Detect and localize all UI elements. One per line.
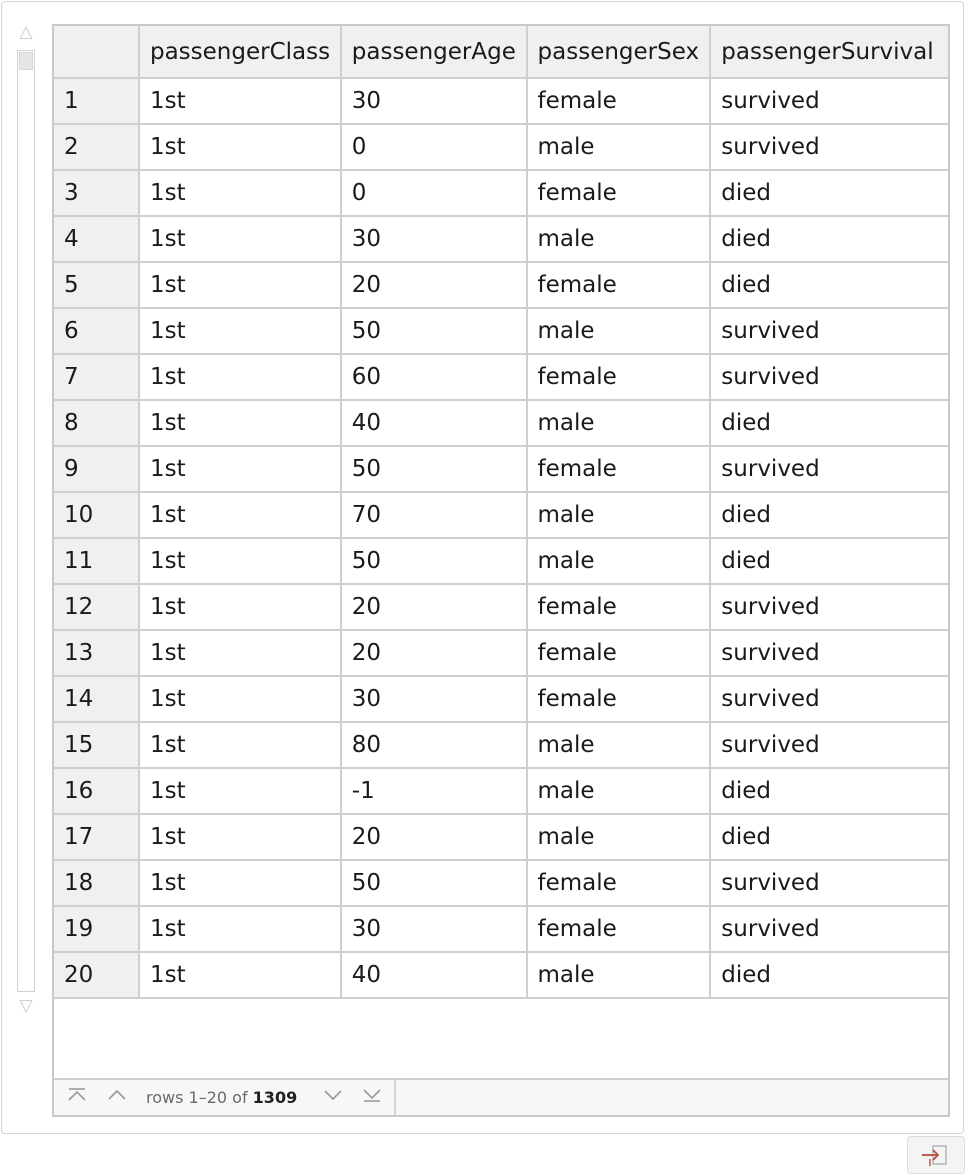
row-index-cell: 8 [54,400,139,446]
passenger-sex-cell: female [527,446,711,492]
passenger-sex-cell: female [527,676,711,722]
first-page-icon[interactable] [64,1086,90,1110]
passenger-class-cell: 1st [139,952,341,998]
row-index-cell: 12 [54,584,139,630]
passenger-sex-cell: female [527,584,711,630]
table-row[interactable] [54,446,948,492]
passenger-age-cell: 50 [341,538,527,584]
table-row[interactable] [54,308,948,354]
column-header-passenger-survival[interactable]: passengerSurvival [710,26,948,78]
passenger-survival-cell: died [710,952,948,998]
column-header-passenger-class[interactable]: passengerClass [139,26,341,78]
table-row[interactable] [54,354,948,400]
passenger-sex-cell: male [527,952,711,998]
row-index-cell: 17 [54,814,139,860]
passenger-sex-cell: male [527,538,711,584]
passenger-class-cell: 1st [139,78,341,124]
table-row[interactable] [54,722,948,768]
passenger-sex-cell: male [527,722,711,768]
passenger-survival-cell: survived [710,676,948,722]
passenger-survival-cell: survived [710,446,948,492]
passenger-survival-cell: survived [710,308,948,354]
passenger-sex-cell: female [527,630,711,676]
passenger-age-cell: 20 [341,584,527,630]
row-index-cell: 1 [54,78,139,124]
table-row[interactable] [54,124,948,170]
passenger-sex-cell: female [527,860,711,906]
passenger-survival-cell: died [710,400,948,446]
passenger-age-cell: 50 [341,308,527,354]
passenger-class-cell: 1st [139,768,341,814]
expand-icon [920,1143,950,1171]
row-index-cell: 14 [54,676,139,722]
passenger-sex-cell: male [527,814,711,860]
row-index-cell: 6 [54,308,139,354]
pagination-bar [54,1078,948,1115]
table-row[interactable] [54,492,948,538]
table-row[interactable] [54,676,948,722]
previous-page-icon[interactable] [104,1086,130,1110]
passenger-sex-cell: female [527,78,711,124]
table-row[interactable] [54,906,948,952]
row-index-cell: 13 [54,630,139,676]
passenger-sex-cell: male [527,492,711,538]
table-row[interactable] [54,768,948,814]
dataset-table [52,24,950,1117]
table-row[interactable] [54,860,948,906]
passenger-age-cell: 20 [341,814,527,860]
row-index-cell: 9 [54,446,139,492]
passenger-sex-cell: male [527,308,711,354]
passenger-survival-cell: survived [710,354,948,400]
passenger-age-cell: 30 [341,78,527,124]
data-grid [54,26,948,999]
row-index-cell: 19 [54,906,139,952]
passenger-class-cell: 1st [139,860,341,906]
passenger-class-cell: 1st [139,584,341,630]
passenger-age-cell: 40 [341,952,527,998]
passenger-class-cell: 1st [139,354,341,400]
passenger-age-cell: 0 [341,124,527,170]
passenger-survival-cell: died [710,814,948,860]
passenger-class-cell: 1st [139,216,341,262]
row-index-cell: 4 [54,216,139,262]
passenger-class-cell: 1st [139,906,341,952]
table-row[interactable] [54,952,948,998]
header-row [54,26,948,78]
passenger-survival-cell: survived [710,124,948,170]
passenger-survival-cell: died [710,262,948,308]
passenger-class-cell: 1st [139,676,341,722]
row-index-cell: 11 [54,538,139,584]
row-index-cell: 10 [54,492,139,538]
last-page-icon[interactable] [359,1086,385,1110]
row-index-cell: 3 [54,170,139,216]
scroll-up-icon[interactable]: △ [19,22,33,42]
passenger-class-cell: 1st [139,722,341,768]
table-row[interactable] [54,170,948,216]
passenger-survival-cell: survived [710,722,948,768]
table-row[interactable] [54,538,948,584]
table-row[interactable] [54,262,948,308]
pagination-controls [54,1080,396,1115]
scrollbar-thumb[interactable] [19,52,33,70]
passenger-sex-cell: male [527,400,711,446]
row-index-cell: 5 [54,262,139,308]
column-header-passenger-age[interactable]: passengerAge [341,26,527,78]
scrollbar-track[interactable] [17,50,35,992]
row-index-cell: 15 [54,722,139,768]
row-index-cell: 2 [54,124,139,170]
table-row[interactable] [54,584,948,630]
passenger-age-cell: 50 [341,446,527,492]
passenger-survival-cell: survived [710,860,948,906]
passenger-sex-cell: female [527,906,711,952]
passenger-survival-cell: died [710,216,948,262]
passenger-sex-cell: female [527,170,711,216]
passenger-age-cell: 0 [341,170,527,216]
vertical-scrollbar[interactable] [14,22,38,1018]
dataset-panel [1,1,964,1134]
row-index-cell: 7 [54,354,139,400]
column-header-passenger-sex[interactable]: passengerSex [527,26,711,78]
passenger-age-cell: 50 [341,860,527,906]
table-row[interactable] [54,216,948,262]
passenger-survival-cell: survived [710,78,948,124]
passenger-age-cell: 30 [341,216,527,262]
row-index-cell: 16 [54,768,139,814]
table-row[interactable] [54,78,948,124]
row-index-cell: 18 [54,860,139,906]
passenger-sex-cell: male [527,768,711,814]
passenger-age-cell: 30 [341,906,527,952]
passenger-sex-cell: female [527,354,711,400]
passenger-sex-cell: male [527,216,711,262]
passenger-age-cell: 20 [341,630,527,676]
passenger-age-cell: -1 [341,768,527,814]
passenger-age-cell: 60 [341,354,527,400]
row-index-cell: 20 [54,952,139,998]
rows-range-text: rows 1–20 of [146,1088,248,1107]
passenger-survival-cell: survived [710,630,948,676]
table-row[interactable] [54,630,948,676]
passenger-class-cell: 1st [139,124,341,170]
passenger-age-cell: 40 [341,400,527,446]
passenger-age-cell: 70 [341,492,527,538]
scroll-down-icon[interactable]: ▽ [19,996,33,1016]
passenger-sex-cell: male [527,124,711,170]
passenger-survival-cell: died [710,492,948,538]
rows-total: 1309 [252,1088,298,1107]
rows-range-label [146,1080,297,1115]
passenger-class-cell: 1st [139,262,341,308]
passenger-class-cell: 1st [139,630,341,676]
passenger-age-cell: 20 [341,262,527,308]
passenger-age-cell: 80 [341,722,527,768]
passenger-class-cell: 1st [139,446,341,492]
passenger-class-cell: 1st [139,492,341,538]
passenger-survival-cell: survived [710,906,948,952]
expand-button[interactable] [907,1136,965,1174]
passenger-survival-cell: died [710,538,948,584]
passenger-survival-cell: died [710,170,948,216]
table-row[interactable] [54,814,948,860]
passenger-class-cell: 1st [139,814,341,860]
table-row[interactable] [54,400,948,446]
passenger-class-cell: 1st [139,400,341,446]
row-index-header [54,26,139,78]
passenger-class-cell: 1st [139,538,341,584]
passenger-sex-cell: female [527,262,711,308]
passenger-class-cell: 1st [139,308,341,354]
passenger-age-cell: 30 [341,676,527,722]
next-page-icon[interactable] [320,1086,346,1110]
passenger-survival-cell: died [710,768,948,814]
passenger-class-cell: 1st [139,170,341,216]
passenger-survival-cell: survived [710,584,948,630]
